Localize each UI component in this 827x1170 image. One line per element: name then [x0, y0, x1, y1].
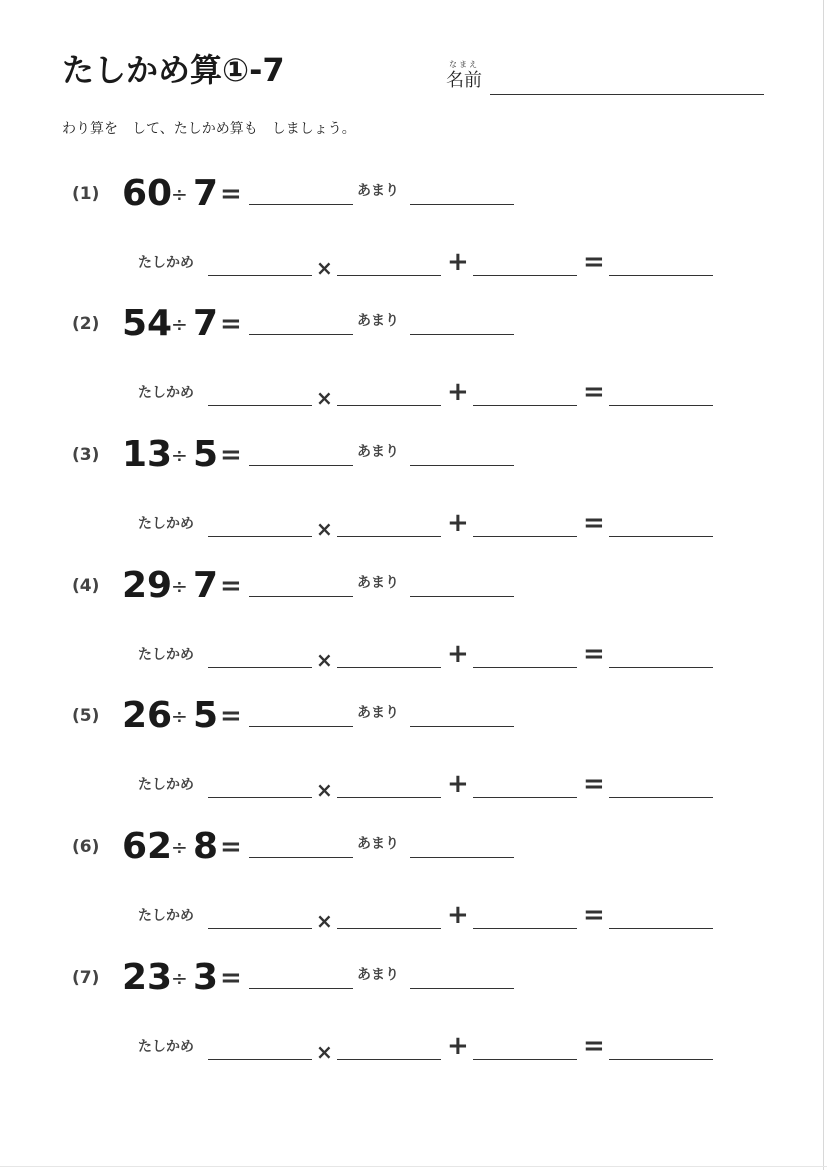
dividend: 29: [122, 565, 173, 606]
equals-sign: =: [583, 1031, 605, 1061]
divisor: 7: [193, 173, 219, 214]
check-divisor-blank[interactable]: [208, 928, 312, 929]
equals-sign: =: [220, 309, 242, 339]
remainder-label: あまり: [357, 575, 399, 591]
check-label: たしかめ: [138, 647, 194, 663]
page-edge-bottom: [0, 1166, 827, 1167]
remainder-answer-blank[interactable]: [410, 988, 514, 989]
dividend: 60: [122, 173, 173, 214]
remainder-answer-blank[interactable]: [410, 465, 514, 466]
check-remainder-blank[interactable]: [473, 405, 577, 406]
check-remainder-blank[interactable]: [473, 1059, 577, 1060]
check-quotient-blank[interactable]: [337, 405, 441, 406]
times-sign: ×: [316, 778, 333, 802]
remainder-label: あまり: [357, 967, 399, 983]
equals-sign: =: [583, 377, 605, 407]
divisor: 7: [193, 303, 219, 344]
problem-number: (4): [72, 576, 100, 596]
equals-sign: =: [220, 832, 242, 862]
quotient-answer-blank[interactable]: [249, 726, 353, 727]
check-divisor-blank[interactable]: [208, 667, 312, 668]
remainder-label: あまり: [357, 444, 399, 460]
problem: [0, 957, 827, 1084]
check-label: たしかめ: [138, 908, 194, 924]
problem-number: (2): [72, 314, 100, 334]
remainder-answer-blank[interactable]: [410, 596, 514, 597]
plus-sign: +: [447, 769, 469, 799]
equals-sign: =: [220, 701, 242, 731]
check-remainder-blank[interactable]: [473, 797, 577, 798]
divide-sign: ÷: [171, 182, 188, 206]
equals-sign: =: [583, 508, 605, 538]
plus-sign: +: [447, 900, 469, 930]
quotient-answer-blank[interactable]: [249, 988, 353, 989]
dividend: 26: [122, 695, 173, 736]
worksheet-title: たしかめ算①-7: [62, 51, 285, 89]
problem-number: (1): [72, 184, 100, 204]
plus-sign: +: [447, 639, 469, 669]
equals-sign: =: [583, 247, 605, 277]
times-sign: ×: [316, 909, 333, 933]
times-sign: ×: [316, 1040, 333, 1064]
name-input-line[interactable]: [490, 94, 764, 95]
times-sign: ×: [316, 648, 333, 672]
dividend: 54: [122, 303, 173, 344]
problem-number: (5): [72, 706, 100, 726]
problem: [0, 434, 827, 561]
quotient-answer-blank[interactable]: [249, 334, 353, 335]
check-quotient-blank[interactable]: [337, 536, 441, 537]
remainder-label: あまり: [357, 183, 399, 199]
check-label: たしかめ: [138, 385, 194, 401]
check-quotient-blank[interactable]: [337, 797, 441, 798]
remainder-answer-blank[interactable]: [410, 334, 514, 335]
remainder-label: あまり: [357, 836, 399, 852]
check-remainder-blank[interactable]: [473, 928, 577, 929]
equals-sign: =: [583, 639, 605, 669]
problem: [0, 695, 827, 822]
divisor: 8: [193, 826, 219, 867]
divide-sign: ÷: [171, 966, 188, 990]
instruction-text: わり算を して、たしかめ算も しましょう。: [62, 121, 356, 137]
problem-number: (7): [72, 968, 100, 988]
equals-sign: =: [220, 963, 242, 993]
check-divisor-blank[interactable]: [208, 275, 312, 276]
quotient-answer-blank[interactable]: [249, 857, 353, 858]
plus-sign: +: [447, 377, 469, 407]
equals-sign: =: [220, 440, 242, 470]
check-quotient-blank[interactable]: [337, 667, 441, 668]
divisor: 5: [193, 434, 219, 475]
remainder-label: あまり: [357, 705, 399, 721]
check-result-blank[interactable]: [609, 1059, 713, 1060]
dividend: 23: [122, 957, 173, 998]
problem: [0, 303, 827, 430]
quotient-answer-blank[interactable]: [249, 204, 353, 205]
check-quotient-blank[interactable]: [337, 928, 441, 929]
times-sign: ×: [316, 517, 333, 541]
problem-number: (3): [72, 445, 100, 465]
check-divisor-blank[interactable]: [208, 405, 312, 406]
check-remainder-blank[interactable]: [473, 667, 577, 668]
name-ruby: なまえ: [449, 60, 479, 69]
problem: [0, 173, 827, 300]
divisor: 5: [193, 695, 219, 736]
plus-sign: +: [447, 508, 469, 538]
check-result-blank[interactable]: [609, 275, 713, 276]
divisor: 3: [193, 957, 219, 998]
remainder-answer-blank[interactable]: [410, 204, 514, 205]
check-result-blank[interactable]: [609, 667, 713, 668]
dividend: 13: [122, 434, 173, 475]
equals-sign: =: [583, 769, 605, 799]
remainder-label: あまり: [357, 313, 399, 329]
equals-sign: =: [220, 179, 242, 209]
problem: [0, 826, 827, 953]
check-result-blank[interactable]: [609, 536, 713, 537]
plus-sign: +: [447, 1031, 469, 1061]
times-sign: ×: [316, 386, 333, 410]
remainder-answer-blank[interactable]: [410, 726, 514, 727]
check-divisor-blank[interactable]: [208, 536, 312, 537]
check-label: たしかめ: [138, 255, 194, 271]
divide-sign: ÷: [171, 443, 188, 467]
check-result-blank[interactable]: [609, 405, 713, 406]
check-remainder-blank[interactable]: [473, 536, 577, 537]
problem: [0, 565, 827, 692]
divisor: 7: [193, 565, 219, 606]
dividend: 62: [122, 826, 173, 867]
check-label: たしかめ: [138, 1039, 194, 1055]
divide-sign: ÷: [171, 574, 188, 598]
problem-number: (6): [72, 837, 100, 857]
divide-sign: ÷: [171, 312, 188, 336]
check-divisor-blank[interactable]: [208, 797, 312, 798]
check-result-blank[interactable]: [609, 797, 713, 798]
equals-sign: =: [220, 571, 242, 601]
quotient-answer-blank[interactable]: [249, 596, 353, 597]
check-label: たしかめ: [138, 777, 194, 793]
check-quotient-blank[interactable]: [337, 1059, 441, 1060]
check-divisor-blank[interactable]: [208, 1059, 312, 1060]
remainder-answer-blank[interactable]: [410, 857, 514, 858]
check-result-blank[interactable]: [609, 928, 713, 929]
times-sign: ×: [316, 256, 333, 280]
divide-sign: ÷: [171, 835, 188, 859]
check-quotient-blank[interactable]: [337, 275, 441, 276]
quotient-answer-blank[interactable]: [249, 465, 353, 466]
equals-sign: =: [583, 900, 605, 930]
name-label: 名前: [446, 70, 482, 91]
check-label: たしかめ: [138, 516, 194, 532]
plus-sign: +: [447, 247, 469, 277]
check-remainder-blank[interactable]: [473, 275, 577, 276]
divide-sign: ÷: [171, 704, 188, 728]
